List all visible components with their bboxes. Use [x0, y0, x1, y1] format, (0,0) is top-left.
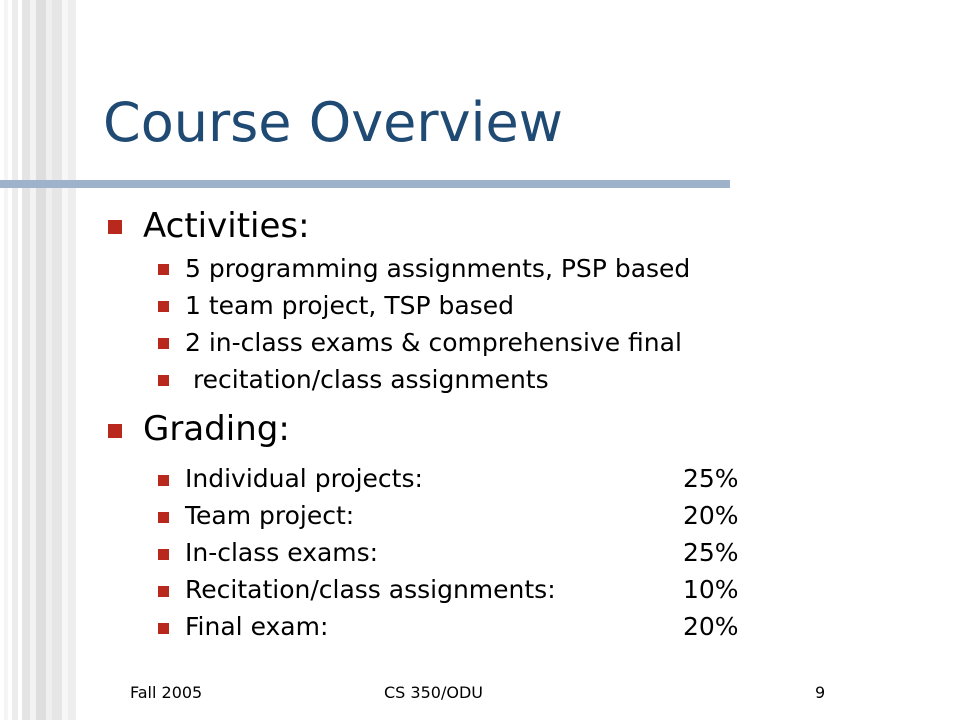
grading-label: Individual projects: — [185, 464, 423, 493]
page-number: 9 — [815, 683, 826, 702]
grading-value: 20% — [683, 501, 739, 530]
activity-bullet — [158, 338, 169, 349]
activity-bullet — [158, 375, 169, 386]
grading-bullet — [108, 424, 122, 438]
activities-heading: Activities: — [143, 206, 310, 246]
activity-item: recitation/class assignments — [185, 365, 549, 394]
grading-heading: Grading: — [143, 409, 290, 449]
grading-bullet-item — [158, 586, 169, 597]
footer-date: Fall 2005 — [130, 683, 203, 702]
activity-item: 1 team project, TSP based — [185, 291, 514, 320]
grading-label: Team project: — [185, 501, 355, 530]
grading-value: 10% — [683, 575, 739, 604]
grading-label: Final exam: — [185, 612, 329, 641]
grading-value: 25% — [683, 464, 739, 493]
grading-bullet-item — [158, 475, 169, 486]
grading-bullet-item — [158, 549, 169, 560]
grading-bullet-item — [158, 512, 169, 523]
grading-label: Recitation/class assignments: — [185, 575, 556, 604]
grading-value: 25% — [683, 538, 739, 567]
activity-item: 2 in-class exams & comprehensive final — [185, 328, 682, 357]
grading-value: 20% — [683, 612, 739, 641]
activity-item: 5 programming assignments, PSP based — [185, 254, 691, 283]
background-stripes — [0, 0, 80, 720]
grading-bullet-item — [158, 623, 169, 634]
title-underline — [0, 180, 730, 188]
slide-title: Course Overview — [103, 91, 563, 154]
activities-bullet — [108, 220, 122, 234]
activity-bullet — [158, 264, 169, 275]
footer-course: CS 350/ODU — [384, 683, 483, 702]
grading-label: In-class exams: — [185, 538, 379, 567]
activity-bullet — [158, 301, 169, 312]
